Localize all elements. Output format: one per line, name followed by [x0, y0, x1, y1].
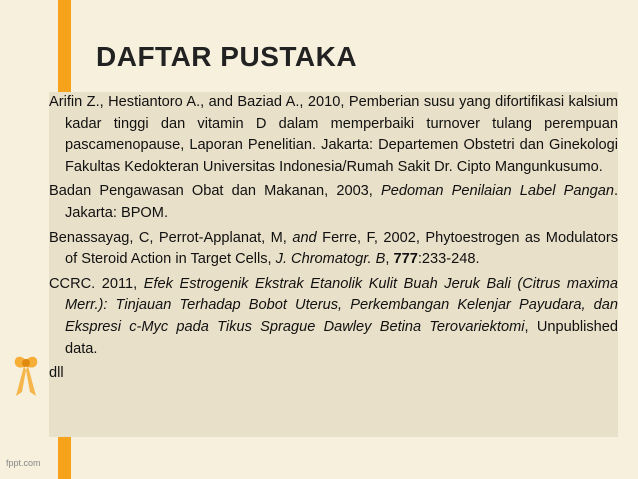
- reference-title: Efek Estrogenik Ekstrak Etanolik Kulit Buah Jeruk Bali (Citrus maxima Merr.): Tinjauan Terhadap Bobot Uterus, Perkembangan Kelenjar Payudara, dan Ekspresi c-Myc pada Tikus Sprague Dawley Betina Terovariektomi: [65, 275, 619, 335]
- page-title: DAFTAR PUSTAKA: [96, 41, 358, 72]
- reference-item: [49, 181, 618, 224]
- reference-journal: J. Chromatogr. B: [275, 251, 386, 268]
- gift-bow-icon: [8, 330, 44, 400]
- reference-text: Arifin Z., Hestiantoro A., and Baziad A., 2010, Pemberian susu yang difortifikasi kalsium kadar tinggi dan vitamin D dalam memperbaiki turnover tulang perempuan pascamenopause, Laporan Penelitian. Jakarta: Departemen Obstetri dan Ginekologi Fakultas Kedokteran Universitas Indonesia/Rumah Sakit Dr. Cipto Mangunkusumo.: [49, 94, 618, 175]
- reference-item: [49, 92, 618, 178]
- reference-volume: 777: [393, 251, 418, 268]
- reference-text: CCRC. 2011,: [49, 275, 144, 292]
- reference-text: Badan Pengawasan Obat dan Makanan, 2003,: [49, 183, 381, 200]
- reference-list: [49, 92, 618, 437]
- reference-book-title: Pedoman Penilaian Label Pangan: [381, 183, 614, 200]
- reference-text: ,: [385, 251, 394, 268]
- footer-logo: fppt.com: [6, 458, 41, 468]
- reference-item: [49, 228, 618, 271]
- reference-text: . Jakarta: BPOM.: [65, 183, 619, 221]
- reference-text: , Unpublished data.: [65, 318, 618, 357]
- reference-conjunction: and: [292, 229, 317, 246]
- reference-text: dll: [49, 365, 64, 382]
- reference-pages: :233-248.: [417, 251, 480, 268]
- reference-text: Benassayag, C, Perrot-Applanat, M,: [49, 229, 293, 246]
- reference-item: [49, 274, 618, 360]
- reference-text: Ferre, F, 2002, Phytoestrogen as Modulators of Steroid Action in Target Cells,: [65, 229, 618, 268]
- reference-item: [49, 363, 618, 385]
